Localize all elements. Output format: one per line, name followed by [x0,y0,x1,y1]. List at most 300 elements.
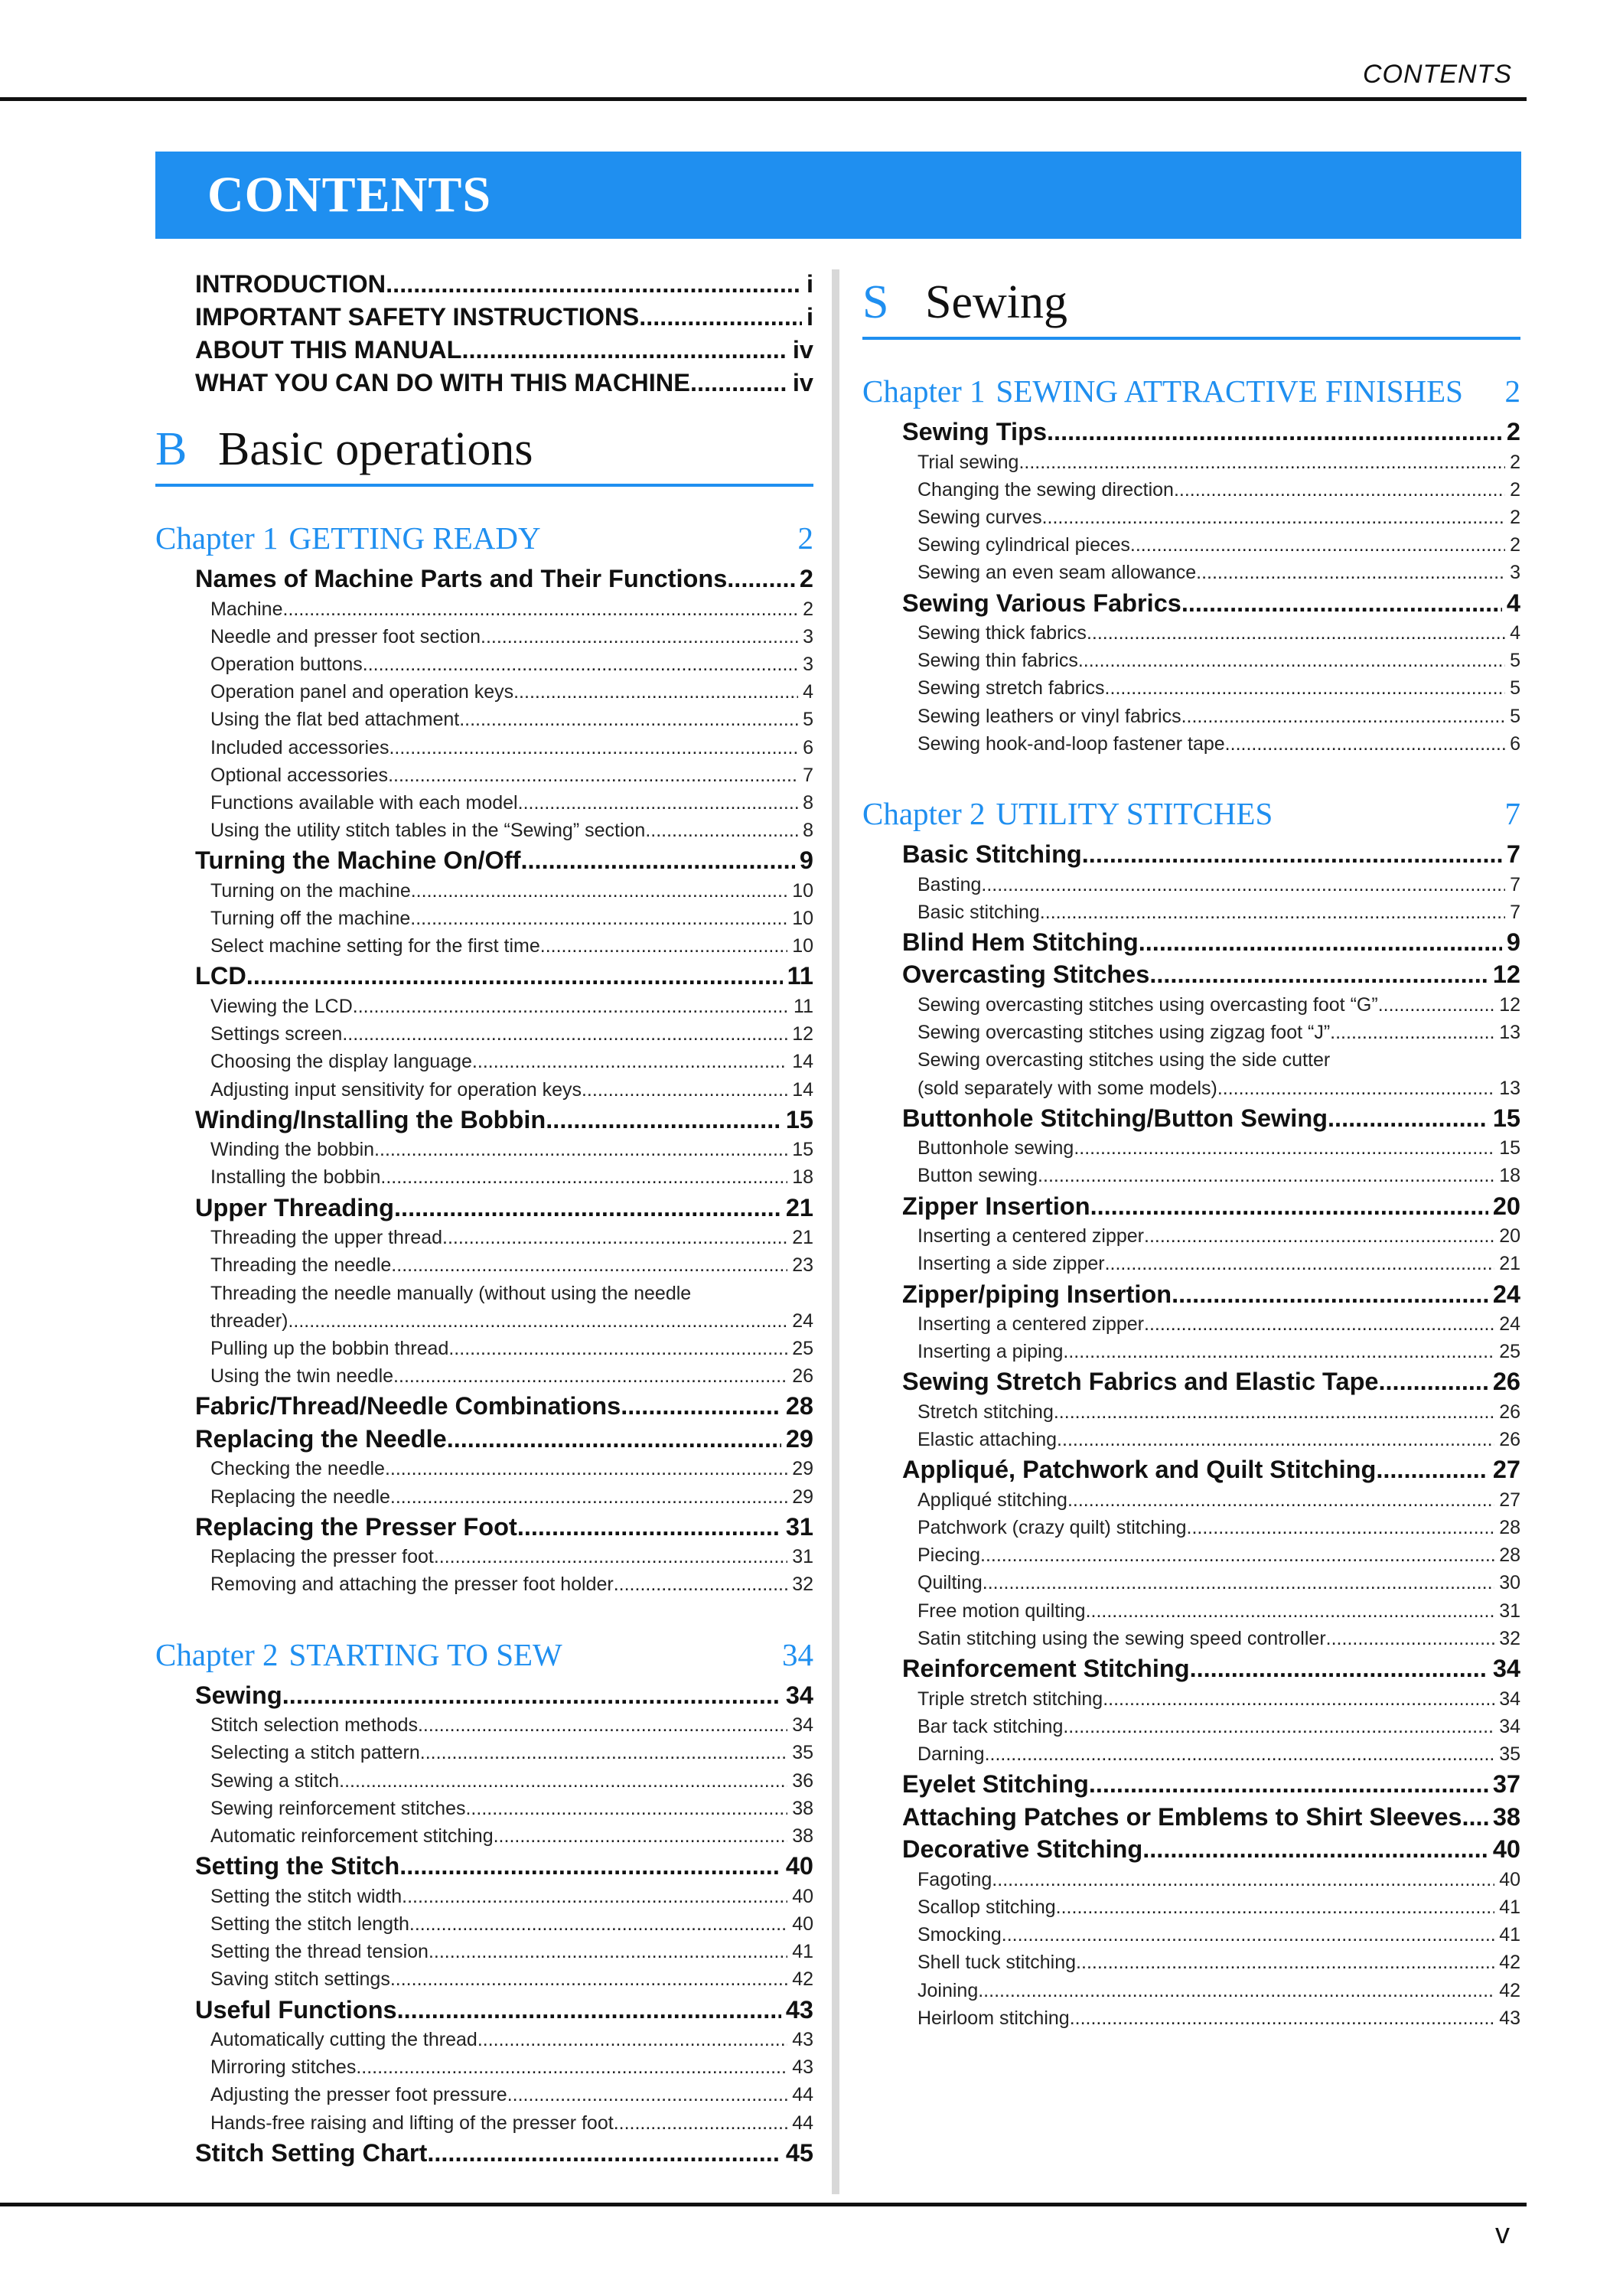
entry-title: Setting the thread tension [210,1941,429,1963]
section-entry[interactable] [902,587,1520,620]
entry-page: 5 [803,709,813,731]
entry-page: 44 [792,2112,813,2134]
entry-page: 27 [1492,1456,1520,1484]
dot-leader [517,1511,781,1544]
entry-page: i [806,303,813,331]
subsection-entry[interactable] [917,1685,1520,1713]
entry-title: Adjusting the presser foot pressure [210,2084,507,2106]
entry-title: Eyelet Stitching [902,1770,1089,1799]
subsection-entry[interactable] [210,905,813,932]
dot-leader [1063,1338,1494,1365]
section-entry[interactable] [902,1102,1520,1135]
dot-leader [283,595,799,623]
subsection-entry[interactable] [210,1767,813,1795]
dot-leader [1056,1893,1495,1921]
entry-page: 42 [792,1968,813,1991]
section-entry[interactable] [902,1833,1520,1866]
subsection-entry[interactable] [917,730,1520,758]
section-entry[interactable] [902,1652,1520,1685]
entry-page: 14 [792,1078,813,1101]
section-entry[interactable] [902,1453,1520,1486]
subsection-entry[interactable] [210,1711,813,1739]
section-entry[interactable] [902,1278,1520,1311]
subsection-entry[interactable] [917,1949,1520,1976]
entry-title: Heirloom stitching [917,2007,1070,2029]
dot-leader [1057,1426,1494,1453]
subsection-entry[interactable] [210,1483,813,1511]
entry-page: 41 [1499,1924,1520,1946]
entry-title: Needle and presser foot section [210,625,481,647]
subsection-entry[interactable] [210,1362,813,1390]
dot-leader [1086,1597,1495,1625]
entry-title: Inserting a centered zipper [917,1225,1145,1247]
dot-leader [1047,416,1502,448]
subsection-entry[interactable] [210,1020,813,1048]
entry-title: Reinforcement Stitching [902,1655,1190,1683]
dot-leader [356,2053,787,2081]
entry-title: Pulling up the bobbin thread [210,1337,449,1359]
section-entry[interactable] [195,2137,813,2170]
subsection-entry[interactable] [210,623,813,651]
subsection-entry[interactable] [210,1163,813,1191]
entry-page: 43 [1499,2007,1520,2029]
section-entry[interactable] [902,958,1520,991]
subsection-entry[interactable] [210,762,813,789]
dot-leader [1144,1310,1494,1338]
intro-entry[interactable] [195,334,813,367]
dot-leader [1225,730,1505,758]
entry-title: Sewing hook-and-loop fastener tape [917,732,1225,755]
entry-title: Winding the bobbin [210,1139,375,1161]
dot-leader [1217,1075,1494,1102]
dot-leader [472,1048,787,1075]
intro-entry[interactable] [195,301,813,334]
subsection-entry[interactable] [917,1597,1520,1625]
dot-leader [339,1767,787,1795]
chapter-header[interactable] [155,517,813,559]
subsection-entry[interactable] [210,1307,813,1335]
dot-leader [1190,1652,1488,1685]
subsection-entry[interactable] [210,1739,813,1766]
entry-title: Using the utility stitch tables in the “Sewing” section [210,820,646,842]
entry-title: IMPORTANT SAFETY INSTRUCTIONS [195,303,640,331]
subsection-entry[interactable] [210,932,813,960]
subsection-entry[interactable] [210,1965,813,1993]
entry-title: Attaching Patches or Emblems to Shirt Sleeves [902,1802,1462,1831]
dot-leader [402,1883,787,1910]
subsection-entry[interactable] [210,877,813,905]
dot-leader [409,1910,787,1938]
section-entry[interactable] [902,926,1520,959]
dot-leader [481,623,798,651]
entry-page: 9 [799,846,813,875]
dot-leader [477,2026,787,2053]
subsection-entry[interactable] [917,476,1520,504]
entry-title: Sewing [195,1681,282,1709]
dot-leader [1142,1833,1488,1866]
entry-title: Checking the needle [210,1458,385,1480]
entry-title: Setting the Stitch [195,1852,400,1880]
subsection-entry[interactable] [210,1938,813,1965]
entry-page: 40 [785,1852,813,1880]
entry-title: Bar tack stitching [917,1715,1064,1737]
section-entry[interactable] [195,1104,813,1137]
dot-leader [992,1866,1494,1893]
entry-title: Winding/Installing the Bobbin [195,1105,546,1133]
entry-title: Sewing Various Fabrics [902,589,1181,617]
subsection-entry[interactable] [917,703,1520,730]
entry-page: 41 [1499,1896,1520,1918]
section-entry[interactable] [195,1994,813,2027]
section-entry[interactable] [195,1511,813,1544]
entry-title: Turning off the machine [210,908,411,930]
entry-page: 27 [1499,1489,1520,1511]
entry-title: Sewing leathers or vinyl fabrics [917,705,1181,727]
chapter-header[interactable] [862,370,1520,413]
entry-page: 7 [803,764,813,786]
section-entry[interactable] [902,1190,1520,1223]
dot-leader [390,1483,787,1511]
dot-leader [1087,619,1505,647]
entry-page: 26 [1499,1401,1520,1423]
entry-title: Stitch selection methods [210,1714,418,1737]
entry-page: 4 [803,681,813,703]
chapter-page: 2 [1504,373,1520,409]
entry-title: Button sewing [917,1165,1038,1187]
entry-title: Changing the sewing direction [917,478,1174,501]
section-entry[interactable] [195,563,813,595]
entry-page: 40 [1499,1868,1520,1890]
subsection-entry[interactable] [917,1338,1520,1365]
subsection-entry[interactable] [210,1251,813,1279]
entry-title: Shell tuck stitching [917,1952,1077,1974]
subsection-entry[interactable] [917,1426,1520,1453]
subsection-entry[interactable] [917,871,1520,899]
dot-leader [1103,1685,1494,1713]
section-entry[interactable] [195,844,813,877]
entry-page: 3 [803,625,813,647]
entry-page: 28 [1499,1544,1520,1567]
dot-leader [434,1543,787,1570]
dot-leader [393,1362,787,1390]
subsection-entry[interactable] [210,1455,813,1482]
dot-leader [1181,703,1506,730]
subsection-entry[interactable] [210,1883,813,1910]
entry-page: 2 [1510,451,1520,473]
dot-leader [582,1076,787,1104]
section-entry[interactable] [195,960,813,993]
subsection-entry[interactable] [210,1822,813,1850]
entry-page: 2 [799,565,813,592]
dot-leader [1040,899,1505,926]
entry-page: 34 [792,1714,813,1737]
subsection-entry[interactable] [210,651,813,678]
entry-title: Setting the stitch length [210,1913,409,1935]
dot-leader [1378,991,1495,1019]
subsection-entry[interactable] [210,1136,813,1163]
intro-entry[interactable] [195,367,813,400]
dot-leader [1078,647,1505,674]
dot-leader [1174,476,1505,504]
entry-page: 5 [1510,705,1520,727]
subsection-entry[interactable] [917,2004,1520,2032]
dot-leader [448,1335,787,1362]
entry-title: Installing the bobbin [210,1166,381,1189]
subsection-entry[interactable] [917,1977,1520,2004]
subsection-entry[interactable] [210,789,813,817]
subsection-entry[interactable] [210,1795,813,1822]
section-entry[interactable] [902,1801,1520,1834]
dot-leader [540,932,787,960]
section-entry[interactable] [195,1390,813,1423]
dot-leader [282,1679,781,1712]
chapter-page: 34 [782,1636,813,1672]
subsection-entry[interactable] [917,1921,1520,1949]
entry-title: Sewing an even seam allowance [917,562,1197,584]
dot-leader [427,2137,781,2170]
subsection-entry[interactable] [210,1076,813,1104]
entry-page: 38 [792,1797,813,1819]
entry-title: Overcasting Stitches [902,960,1150,989]
section-entry[interactable] [902,416,1520,448]
subsection-entry[interactable] [917,448,1520,476]
dot-leader [614,1570,787,1598]
subsection-entry[interactable] [917,559,1520,586]
entry-page: 13 [1499,1077,1520,1099]
entry-title: Stretch stitching [917,1401,1054,1423]
subsection-entry[interactable] [917,531,1520,559]
subsection-entry[interactable] [210,734,813,762]
dot-leader [1328,1102,1488,1135]
dot-leader [507,2081,787,2108]
entry-page: 18 [792,1166,813,1189]
section-entry[interactable] [902,1768,1520,1801]
subsection-entry[interactable] [210,706,813,733]
chapter-header[interactable] [155,1634,813,1676]
section-entry[interactable] [195,1850,813,1883]
entry-title: INTRODUCTION [195,270,386,298]
subsection-entry[interactable] [917,1222,1520,1250]
entry-page: 6 [803,736,813,758]
dot-leader [420,1739,787,1766]
entry-page: 42 [1499,1979,1520,2001]
chapter-label: Chapter 2 [862,796,986,832]
subsection-entry[interactable] [917,504,1520,531]
subsection-entry[interactable] [210,1543,813,1570]
dot-leader [1042,504,1506,531]
entry-title: Appliqué, Patchwork and Quilt Stitching [902,1456,1377,1484]
entry-page: 23 [792,1254,813,1277]
subsection-entry[interactable] [917,1019,1520,1046]
dot-leader [410,905,787,932]
entry-page: 11 [787,962,813,990]
entry-page: 34 [1499,1688,1520,1710]
chapter-header[interactable] [862,793,1520,835]
entry-title: Operation panel and operation keys [210,681,514,703]
entry-page: 8 [803,820,813,842]
entry-page: 28 [785,1392,813,1420]
entry-page: 20 [1492,1192,1520,1220]
entry-title: Replacing the Needle [195,1424,447,1453]
subsection-entry[interactable] [210,2109,813,2137]
dot-leader [614,2109,788,2137]
entry-page: 7 [1510,901,1520,923]
dot-leader [353,993,789,1020]
dot-leader [397,1994,781,2027]
entry-page: 38 [1492,1802,1520,1831]
subsection-entry[interactable] [917,1250,1520,1277]
subsection-entry[interactable] [917,619,1520,647]
dot-leader [418,1711,787,1739]
subsection-entry[interactable] [917,1713,1520,1740]
entry-title: Piecing [917,1544,980,1567]
subsection-entry[interactable] [917,1134,1520,1162]
subsection-entry[interactable] [917,647,1520,674]
intro-entry[interactable] [195,268,813,301]
dot-leader [386,268,802,301]
entry-title: Satin stitching using the sewing speed controller [917,1627,1326,1649]
subsection-entry[interactable] [917,1310,1520,1338]
subsection-entry[interactable] [210,1048,813,1075]
subsection-entry[interactable] [917,1893,1520,1921]
subsection-entry[interactable] [210,993,813,1020]
entry-page: 15 [792,1139,813,1161]
subsection-entry[interactable] [917,1075,1520,1102]
entry-title: Removing and attaching the presser foot holder [210,1574,614,1596]
entry-page: iv [792,336,813,364]
entry-page: 25 [792,1337,813,1359]
subsection-entry[interactable] [210,817,813,844]
entry-page: 40 [792,1913,813,1935]
section-entry[interactable] [195,1423,813,1456]
entry-page: 4 [1506,589,1520,617]
entry-title: threader) [210,1309,288,1332]
section-entry[interactable] [195,1679,813,1712]
entry-title: Buttonhole Stitching/Button Sewing [902,1104,1328,1132]
subsection-entry[interactable] [210,1910,813,1938]
subsection-entry[interactable] [210,2026,813,2053]
dot-leader [1462,1801,1488,1834]
subsection-entry[interactable] [917,1866,1520,1893]
entry-page: 10 [792,879,813,902]
chapter-heading [155,1634,562,1676]
chapter-page: 7 [1504,796,1520,832]
dot-leader [288,1307,787,1335]
dot-leader [1089,1768,1488,1801]
dot-leader [1076,1949,1494,1976]
entry-page: 26 [1492,1368,1520,1396]
entry-title: Free motion quilting [917,1600,1086,1622]
entry-page: 21 [1499,1253,1520,1275]
section-entry[interactable] [195,1192,813,1225]
dot-leader [1181,587,1502,620]
subsection-entry[interactable] [917,1398,1520,1426]
subsection-entry[interactable] [917,1569,1520,1596]
subsection-entry[interactable] [210,1224,813,1251]
subsection-entry[interactable] [210,2053,813,2081]
dot-leader [1063,1713,1494,1740]
chapter-page: 2 [797,520,813,556]
subsection-entry[interactable] [917,1162,1520,1189]
entry-page: 29 [792,1486,813,1508]
dot-leader [1379,1365,1488,1398]
entry-title: Included accessories [210,736,389,758]
subsection-entry[interactable] [917,1486,1520,1514]
subsection-entry[interactable] [917,674,1520,702]
subsection-entry[interactable] [210,2081,813,2108]
subsection-entry[interactable] [917,1625,1520,1652]
chapter-heading [862,793,1273,835]
entry-title: Sewing cylindrical pieces [917,534,1130,556]
banner-title: CONTENTS [207,167,492,223]
subsection-entry[interactable] [917,991,1520,1019]
entry-page: 4 [1510,622,1520,644]
subsection-entry[interactable] [210,678,813,706]
entry-title: Fagoting [917,1868,992,1890]
subsection-entry[interactable] [917,1541,1520,1569]
chapter-label: Chapter 1 [155,520,279,556]
subsection-entry[interactable] [210,1570,813,1598]
subsection-entry[interactable] [917,899,1520,926]
entry-title: Buttonhole sewing [917,1137,1074,1159]
entry-title: Saving stitch settings [210,1968,390,1991]
subsection-entry[interactable] [917,1514,1520,1541]
entry-title: Basic stitching [917,901,1040,923]
entry-title: Sewing a stitch [210,1769,340,1792]
spacer [155,400,813,415]
chapter-label: Chapter 1 [862,373,986,409]
entry-title: Setting the stitch width [210,1885,402,1907]
entry-title: Selecting a stitch pattern [210,1742,420,1764]
dot-leader [513,678,798,706]
entry-title: Inserting a piping [917,1341,1064,1363]
entry-title: LCD [195,962,246,990]
entry-title: Turning on the machine [210,879,411,902]
entry-page: 24 [792,1309,813,1332]
entry-title: Replacing the needle [210,1486,390,1508]
subsection-entry[interactable] [210,595,813,623]
entry-title: Trial sewing [917,451,1019,473]
section-entry[interactable] [902,838,1520,871]
dot-leader [390,1965,787,1993]
entry-page: 42 [1499,1952,1520,1974]
entry-page: 6 [1510,732,1520,755]
dot-leader [363,651,798,678]
subsection-entry[interactable] [210,1335,813,1362]
dot-leader [465,1795,787,1822]
dot-leader [246,960,783,993]
dot-leader [380,1163,787,1191]
subsection-entry[interactable] [917,1740,1520,1768]
dot-leader [1054,1398,1494,1426]
dot-leader [520,844,794,877]
entry-page: 14 [792,1051,813,1073]
section-entry[interactable] [902,1365,1520,1398]
subsection-entry[interactable] [210,1280,813,1307]
dot-leader [399,1850,781,1883]
contents-banner [155,152,1521,239]
dot-leader [1018,448,1505,476]
entry-title: Automatic reinforcement stitching [210,1825,494,1847]
entry-title: Zipper/piping Insertion [902,1280,1172,1308]
entry-page: 8 [803,791,813,814]
entry-title: ABOUT THIS MANUAL [195,336,462,364]
entry-title: Mirroring stitches [210,2056,357,2079]
entry-title: Appliqué stitching [917,1489,1067,1511]
entry-title: Inserting a side zipper [917,1253,1105,1275]
subsection-entry[interactable] [917,1046,1520,1074]
entry-page: 7 [1506,840,1520,869]
